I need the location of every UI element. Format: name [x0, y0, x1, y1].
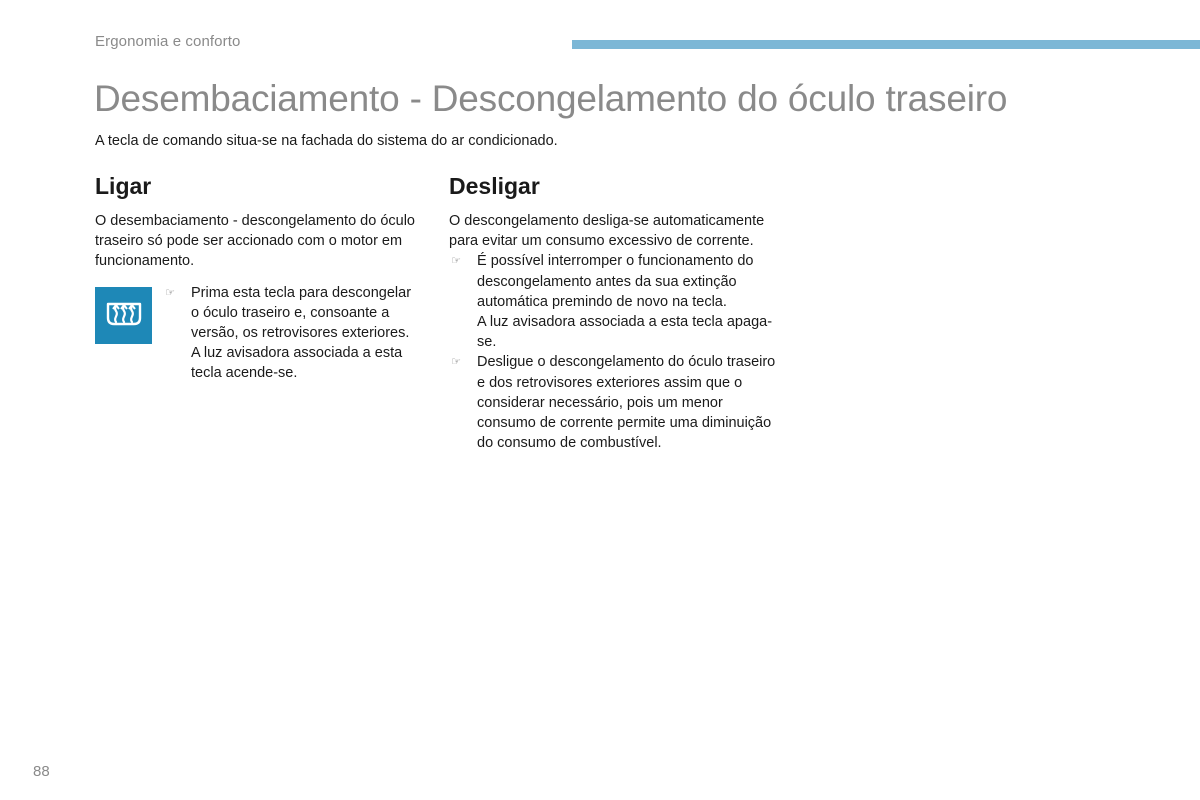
ligar-bullet — [163, 283, 421, 384]
ligar-bullet-text: Prima esta tecla para descongelar o óculo traseiro e, consoante a versão, os retrovisores exteriores. A luz avisadora associada a esta tecla acende-se. — [191, 284, 412, 382]
header-accent-bar — [572, 40, 1200, 49]
rear-defrost-icon — [104, 300, 144, 330]
page-number: 88 — [33, 763, 50, 780]
ligar-paragraph: O desembaciamento - descongelamento do óculo traseiro só pode ser accionado com o motor em funcionamento. — [95, 213, 415, 270]
heading-desligar: Desligar — [449, 173, 540, 199]
desligar-bullet-text-2: Desligue o descongelamento do óculo traseiro e dos retrovisores exteriores assim que o considerar necessário, pois um menor consumo de corrente permite uma diminuição do consumo de combustível. — [477, 354, 776, 452]
heading-ligar: Ligar — [95, 173, 152, 199]
key-block — [95, 283, 415, 413]
pointing-hand-icon: ☞ — [165, 286, 175, 299]
rear-defrost-key — [95, 287, 152, 344]
pointing-hand-icon: ☞ — [451, 255, 461, 268]
desligar-bullet-text-1: É possível interromper o funcionamento do descongelamento antes da sua extinção automática premindo de novo na tecla. A luz avisadora associada a esta tecla apaga-se. — [477, 253, 773, 351]
section-header: Ergonomia e conforto — [95, 33, 241, 50]
column-desligar — [449, 170, 779, 453]
page-title: Desembaciamento - Descongelamento do óculo traseiro — [94, 78, 1008, 119]
desligar-paragraph: O descongelamento desliga-se automaticamente para evitar um consumo excessivo de corrente. — [449, 213, 765, 250]
desligar-bullet-2 — [449, 352, 779, 453]
pointing-hand-icon: ☞ — [451, 356, 461, 369]
column-ligar — [95, 170, 415, 413]
intro-text: A tecla de comando situa-se na fachada do sistema do ar condicionado. — [95, 133, 558, 149]
desligar-bullet-1 — [449, 251, 779, 352]
